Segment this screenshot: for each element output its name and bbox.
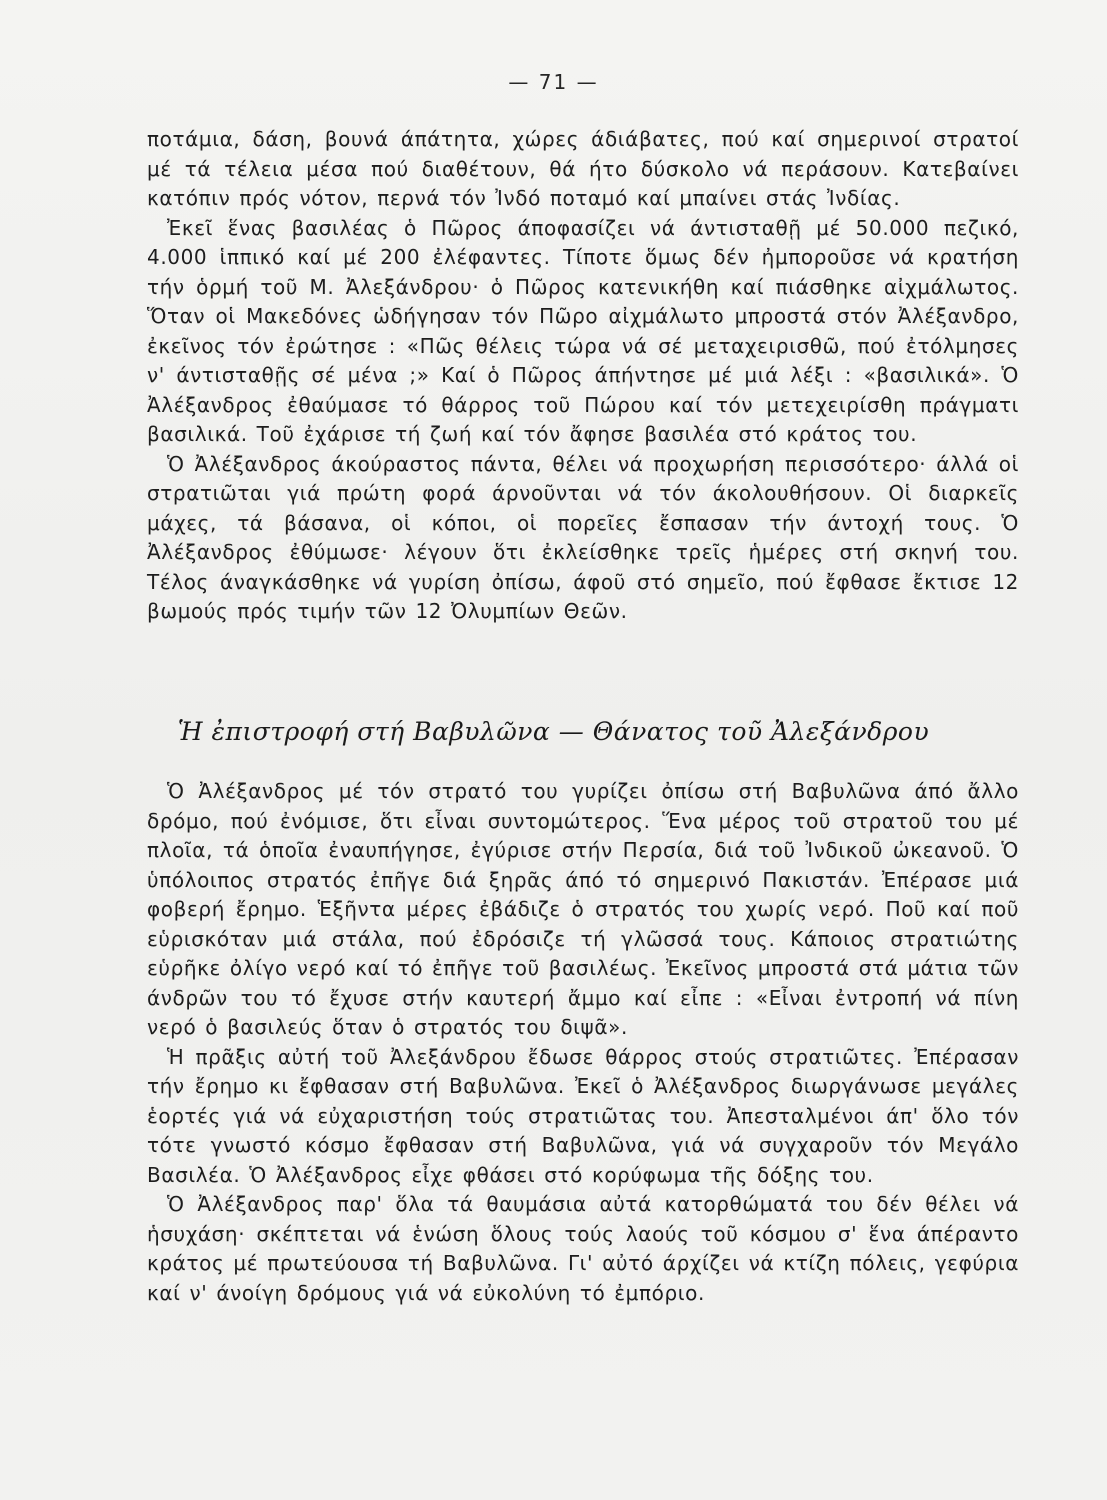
- paragraph-porus: Ἐκεῖ ἕνας βασιλέας ὁ Πῶρος άποφασίζει νά άντισταθῇ μέ 50.000 πεζικό, 4.000 ἱππικό καί μέ 200 ἐλέφαντες. Τίποτε ὅμως δέν ἠμποροῦσε νά κρατήση τήν ὁρμή τοῦ Μ. Ἀλεξάνδρου· ὁ Πῶρος κατενικήθη καί πιάσθηκε αἰχμάλωτος. Ὅταν οἱ Μακεδόνες ὡδήγησαν τόν Πῶρο αἰχμάλωτο μπροστά στόν Ἀλέξανδρο, ἐκεῖνος τόν ἐρώτησε : «Πῶς θέλεις τώρα νά σέ μεταχειρισθῶ, πού ἐτόλμησες ν' άντισταθῇς σέ μένα ;» Καί ὁ Πῶρος άπήντησε μέ μιά λέξι : «βασιλικά». Ὁ Ἀλέξανδρος ἐθαύμασε τό θάρρος τοῦ Πώρου καί τόν μετεχειρίσθη πράγματι βασιλικά. Τοῦ ἐχάρισε τή ζωή καί τόν ἄφησε βασιλέα στό κράτος του.: [147, 215, 1019, 446]
- section-text-march: [147, 125, 1019, 627]
- section-text-return: [147, 777, 1019, 1308]
- page-number: — 71 —: [508, 70, 599, 94]
- section-heading: Ἡ ἐπιστροφή στή Βαβυλῶνα — Θάνατος τοῦ Ἀλεξάνδρου: [177, 717, 930, 746]
- paragraph-soldiers-refuse: Ὁ Ἀλέξανδρος άκούραστος πάντα, θέλει νά προχωρήση περισσότερο· άλλά οἱ στρατιῶται γιά πρώτη φορά άρνοῦνται νά τόν άκολουθήσουν. Οἱ διαρκεῖς μάχες, τά βάσανα, οἱ κόποι, οἱ πορεῖες ἔσπασαν τήν άντοχή τους. Ὁ Ἀλέξανδρος ἐθύμωσε· λέγουν ὅτι ἐκλείσθηκε τρεῖς ἡμέρες στή σκηνή του. Τέλος άναγκάσθηκε νά γυρίση ὀπίσω, άφοῦ στό σημεῖο, πού ἔφθασε ἔκτισε 12 βωμούς πρός τιμήν τῶν 12 Ὀλυμπίων Θεῶν.: [147, 451, 1019, 623]
- paragraph-unite-peoples: Ὁ Ἀλέξανδρος παρ' ὅλα τά θαυμάσια αὐτά κατορθώματά του δέν θέλει νά ἡσυχάση· σκέπτεται νά ἑνώση ὅλους τούς λαούς τοῦ κόσμου σ' ἕνα άπέραντο κράτος μέ πρωτεύουσα τή Βαβυλῶνα. Γι' αὐτό άρχίζει νά κτίζη πόλεις, γεφύρια καί ν' άνοίγη δρόμους γιά νά εὐκολύνη τό ἐμπόριο.: [147, 1192, 1019, 1305]
- paragraph-arrival-babylon: Ἡ πρᾶξις αὐτή τοῦ Ἀλεξάνδρου ἔδωσε θάρρος στούς στρατιῶτες. Ἐπέρασαν τήν ἔρημο κι ἔφθασαν στή Βαβυλῶνα. Ἐκεῖ ὁ Ἀλέξανδρος διωργάνωσε μεγάλες ἑορτές γιά νά εὐχαριστήση τούς στρατιῶτας του. Ἀπεσταλμένοι άπ' ὅλο τόν τότε γνωστό κόσμο ἔφθασαν στή Βαβυλῶνα, γιά νά συγχαροῦν τόν Μεγάλο Βασιλέα. Ὁ Ἀλέξανδρος εἶχε φθάσει στό κορύφωμα τῆς δόξης του.: [147, 1044, 1019, 1187]
- paragraph-rivers-forests: ποτάμια, δάση, βουνά άπάτητα, χώρες άδιάβατες, πού καί σημερινοί στρατοί μέ τά τέλεια μέσα πού διαθέτουν, θά ήτο δύσκολο νά περάσουν. Κατεβαίνει κατόπιν πρός νότον, περνά τόν Ἰνδό ποταμό καί μπαίνει στάς Ἰνδίας.: [147, 127, 1019, 210]
- paragraph-return-babylon: Ὁ Ἀλέξανδρος μέ τόν στρατό του γυρίζει ὀπίσω στή Βαβυλῶνα άπό ἄλλο δρόμο, πού ἐνόμισε, ὅτι εἶναι συντομώτερος. Ἕνα μέρος τοῦ στρατοῦ του μέ πλοῖα, τά ὁποῖα ἐναυπήγησε, ἐγύρισε στήν Περσία, διά τοῦ Ἰνδικοῦ ὠκεανοῦ. Ὁ ὑπόλοιπος στρατός ἐπῆγε διά ξηρᾶς άπό τό σημερινό Πακιστάν. Ἐπέρασε μιά φοβερή ἔρημο. Ἑξῆντα μέρες ἐβάδιζε ὁ στρατός του χωρίς νερό. Ποῦ καί ποῦ εὑρισκόταν μιά στάλα, πού ἐδρόσιζε τή γλῶσσά τους. Κάποιος στρατιώτης εὑρῆκε ὀλίγο νερό καί τό ἐπῆγε τοῦ βασιλέως. Ἐκεῖνος μπροστά στά μάτια τῶν άνδρῶν του τό ἔχυσε στήν καυτερή ἄμμο καί εἶπε : «Εἶναι ἐντροπή νά πίνη νερό ὁ βασιλεύς ὅταν ὁ στρατός του διψᾶ».: [147, 779, 1019, 1039]
